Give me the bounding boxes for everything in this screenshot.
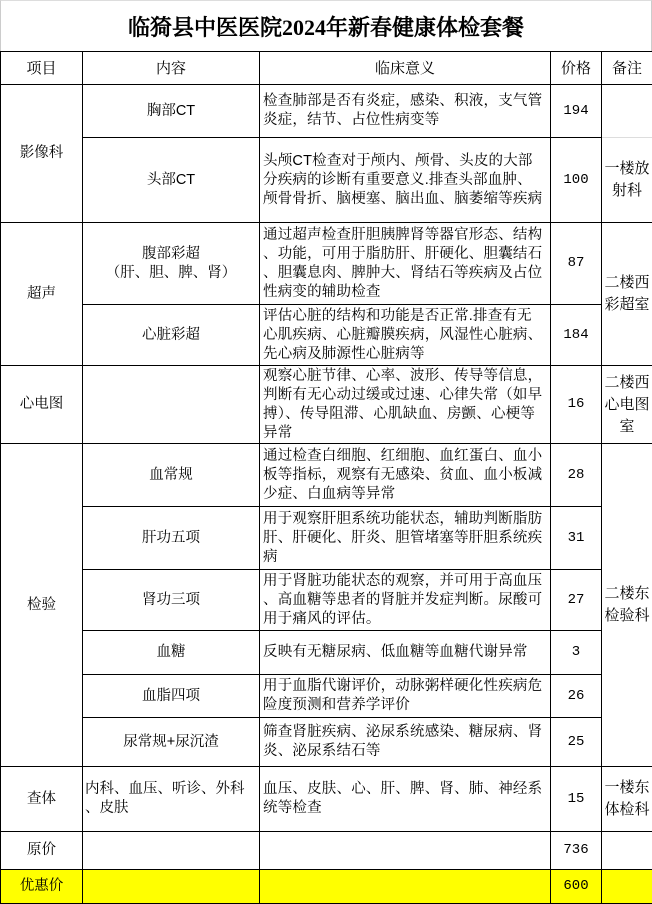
header-note: 备注 <box>602 52 652 85</box>
note-cell: 二楼东 检验科 <box>602 444 652 767</box>
table-row <box>1 675 652 718</box>
content-cell: 肾功三项 <box>83 570 260 631</box>
meaning-cell: 评估心脏的结构和功能是否正常.排查有无 心肌疾病、心脏瓣膜疾病，风湿性心脏病、 先心病及肺源性心脏病等 <box>260 305 551 366</box>
empty-cell <box>602 832 652 870</box>
table-row <box>1 718 652 767</box>
price-cell: 31 <box>551 507 602 570</box>
category-cell: 影像科 <box>1 85 83 223</box>
price-cell: 16 <box>551 366 602 444</box>
meaning-cell: 筛查肾脏疾病、泌尿系统感染、糖尿病、肾 炎、泌尿系结石等 <box>260 718 551 767</box>
price-cell: 15 <box>551 767 602 832</box>
price-cell: 25 <box>551 718 602 767</box>
header-item: 项目 <box>1 52 83 85</box>
content-cell: 血脂四项 <box>83 675 260 718</box>
content-cell: 腹部彩超 （肝、胆、脾、肾） <box>83 223 260 305</box>
table-row <box>1 223 652 305</box>
original-price-value: 736 <box>551 832 602 870</box>
content-cell: 血糖 <box>83 631 260 675</box>
note-cell: 二楼西 心电图 室 <box>602 366 652 444</box>
category-cell: 检验 <box>1 444 83 767</box>
meaning-cell: 通过超声检查肝胆胰脾肾等器官形态、结构 、功能，可用于脂肪肝、肝硬化、胆囊结石 、胆囊息肉、脾肿大、肾结石等疾病及占位 性病变的辅助检查 <box>260 223 551 305</box>
price-cell: 100 <box>551 138 602 223</box>
content-cell: 头部CT <box>83 138 260 223</box>
promo-price-row <box>1 870 652 904</box>
price-cell: 184 <box>551 305 602 366</box>
page-title: 临猗县中医医院2024年新春健康体检套餐 <box>0 0 652 51</box>
table-row <box>1 507 652 570</box>
note-cell <box>602 85 652 138</box>
table-row <box>1 366 652 444</box>
empty-cell <box>260 870 551 904</box>
table-row <box>1 570 652 631</box>
original-price-label: 原价 <box>1 832 83 870</box>
price-cell: 3 <box>551 631 602 675</box>
meaning-cell: 检查肺部是否有炎症，感染、积液，支气管 炎症，结节、占位性病变等 <box>260 85 551 138</box>
content-cell: 心脏彩超 <box>83 305 260 366</box>
price-cell: 87 <box>551 223 602 305</box>
meaning-cell: 血压、皮肤、心、肝、脾、肾、肺、神经系 统等检查 <box>260 767 551 832</box>
price-cell: 27 <box>551 570 602 631</box>
empty-cell <box>83 832 260 870</box>
category-cell: 心电图 <box>1 366 83 444</box>
content-cell: 肝功五项 <box>83 507 260 570</box>
meaning-cell: 头颅CT检查对于颅内、颅骨、头皮的大部 分疾病的诊断有重要意义.排查头部血肿、 颅骨骨折、脑梗塞、脑出血、脑萎缩等疾病 <box>260 138 551 223</box>
meaning-cell: 用于血脂代谢评价，动脉粥样硬化性疾病危 险度预测和营养学评价 <box>260 675 551 718</box>
table-row <box>1 631 652 675</box>
content-cell: 内科、血压、听诊、外科 、皮肤 <box>83 767 260 832</box>
promo-price-value: 600 <box>551 870 602 904</box>
price-cell: 28 <box>551 444 602 507</box>
content-cell: 血常规 <box>83 444 260 507</box>
header-meaning: 临床意义 <box>260 52 551 85</box>
content-cell: 胸部CT <box>83 85 260 138</box>
meaning-cell: 用于肾脏功能状态的观察，并可用于高血压 、高血糖等患者的肾脏并发症判断。尿酸可 用于痛风的评估。 <box>260 570 551 631</box>
meaning-cell: 用于观察肝胆系统功能状态，辅助判断脂肪 肝、肝硬化、肝炎、胆管堵塞等肝胆系统疾 病 <box>260 507 551 570</box>
checkup-package-table <box>0 51 652 904</box>
header-row <box>1 52 652 85</box>
empty-cell <box>260 832 551 870</box>
meaning-cell: 观察心脏节律、心率、波形、传导等信息， 判断有无心动过缓或过速、心律失常（如早 搏）、传导阻滞、心肌缺血、房颤、心梗等 异常 <box>260 366 551 444</box>
empty-cell <box>83 870 260 904</box>
header-price: 价格 <box>551 52 602 85</box>
header-content: 内容 <box>83 52 260 85</box>
meaning-cell: 反映有无糖尿病、低血糖等血糖代谢异常 <box>260 631 551 675</box>
empty-cell <box>602 870 652 904</box>
promo-price-label: 优惠价 <box>1 870 83 904</box>
price-cell: 26 <box>551 675 602 718</box>
note-cell: 一楼东 体检科 <box>602 767 652 832</box>
table-row <box>1 767 652 832</box>
content-cell: 尿常规+尿沉渣 <box>83 718 260 767</box>
category-cell: 超声 <box>1 223 83 366</box>
note-cell: 二楼西 彩超室 <box>602 223 652 366</box>
price-cell: 194 <box>551 85 602 138</box>
category-cell: 查体 <box>1 767 83 832</box>
original-price-row <box>1 832 652 870</box>
table-row <box>1 444 652 507</box>
table-row <box>1 305 652 366</box>
meaning-cell: 通过检查白细胞、红细胞、血红蛋白、血小 板等指标，观察有无感染、贫血、血小板减 少症、白血病等异常 <box>260 444 551 507</box>
content-cell <box>83 366 260 444</box>
table-row <box>1 138 652 223</box>
table-row <box>1 85 652 138</box>
note-cell: 一楼放 射科 <box>602 138 652 223</box>
